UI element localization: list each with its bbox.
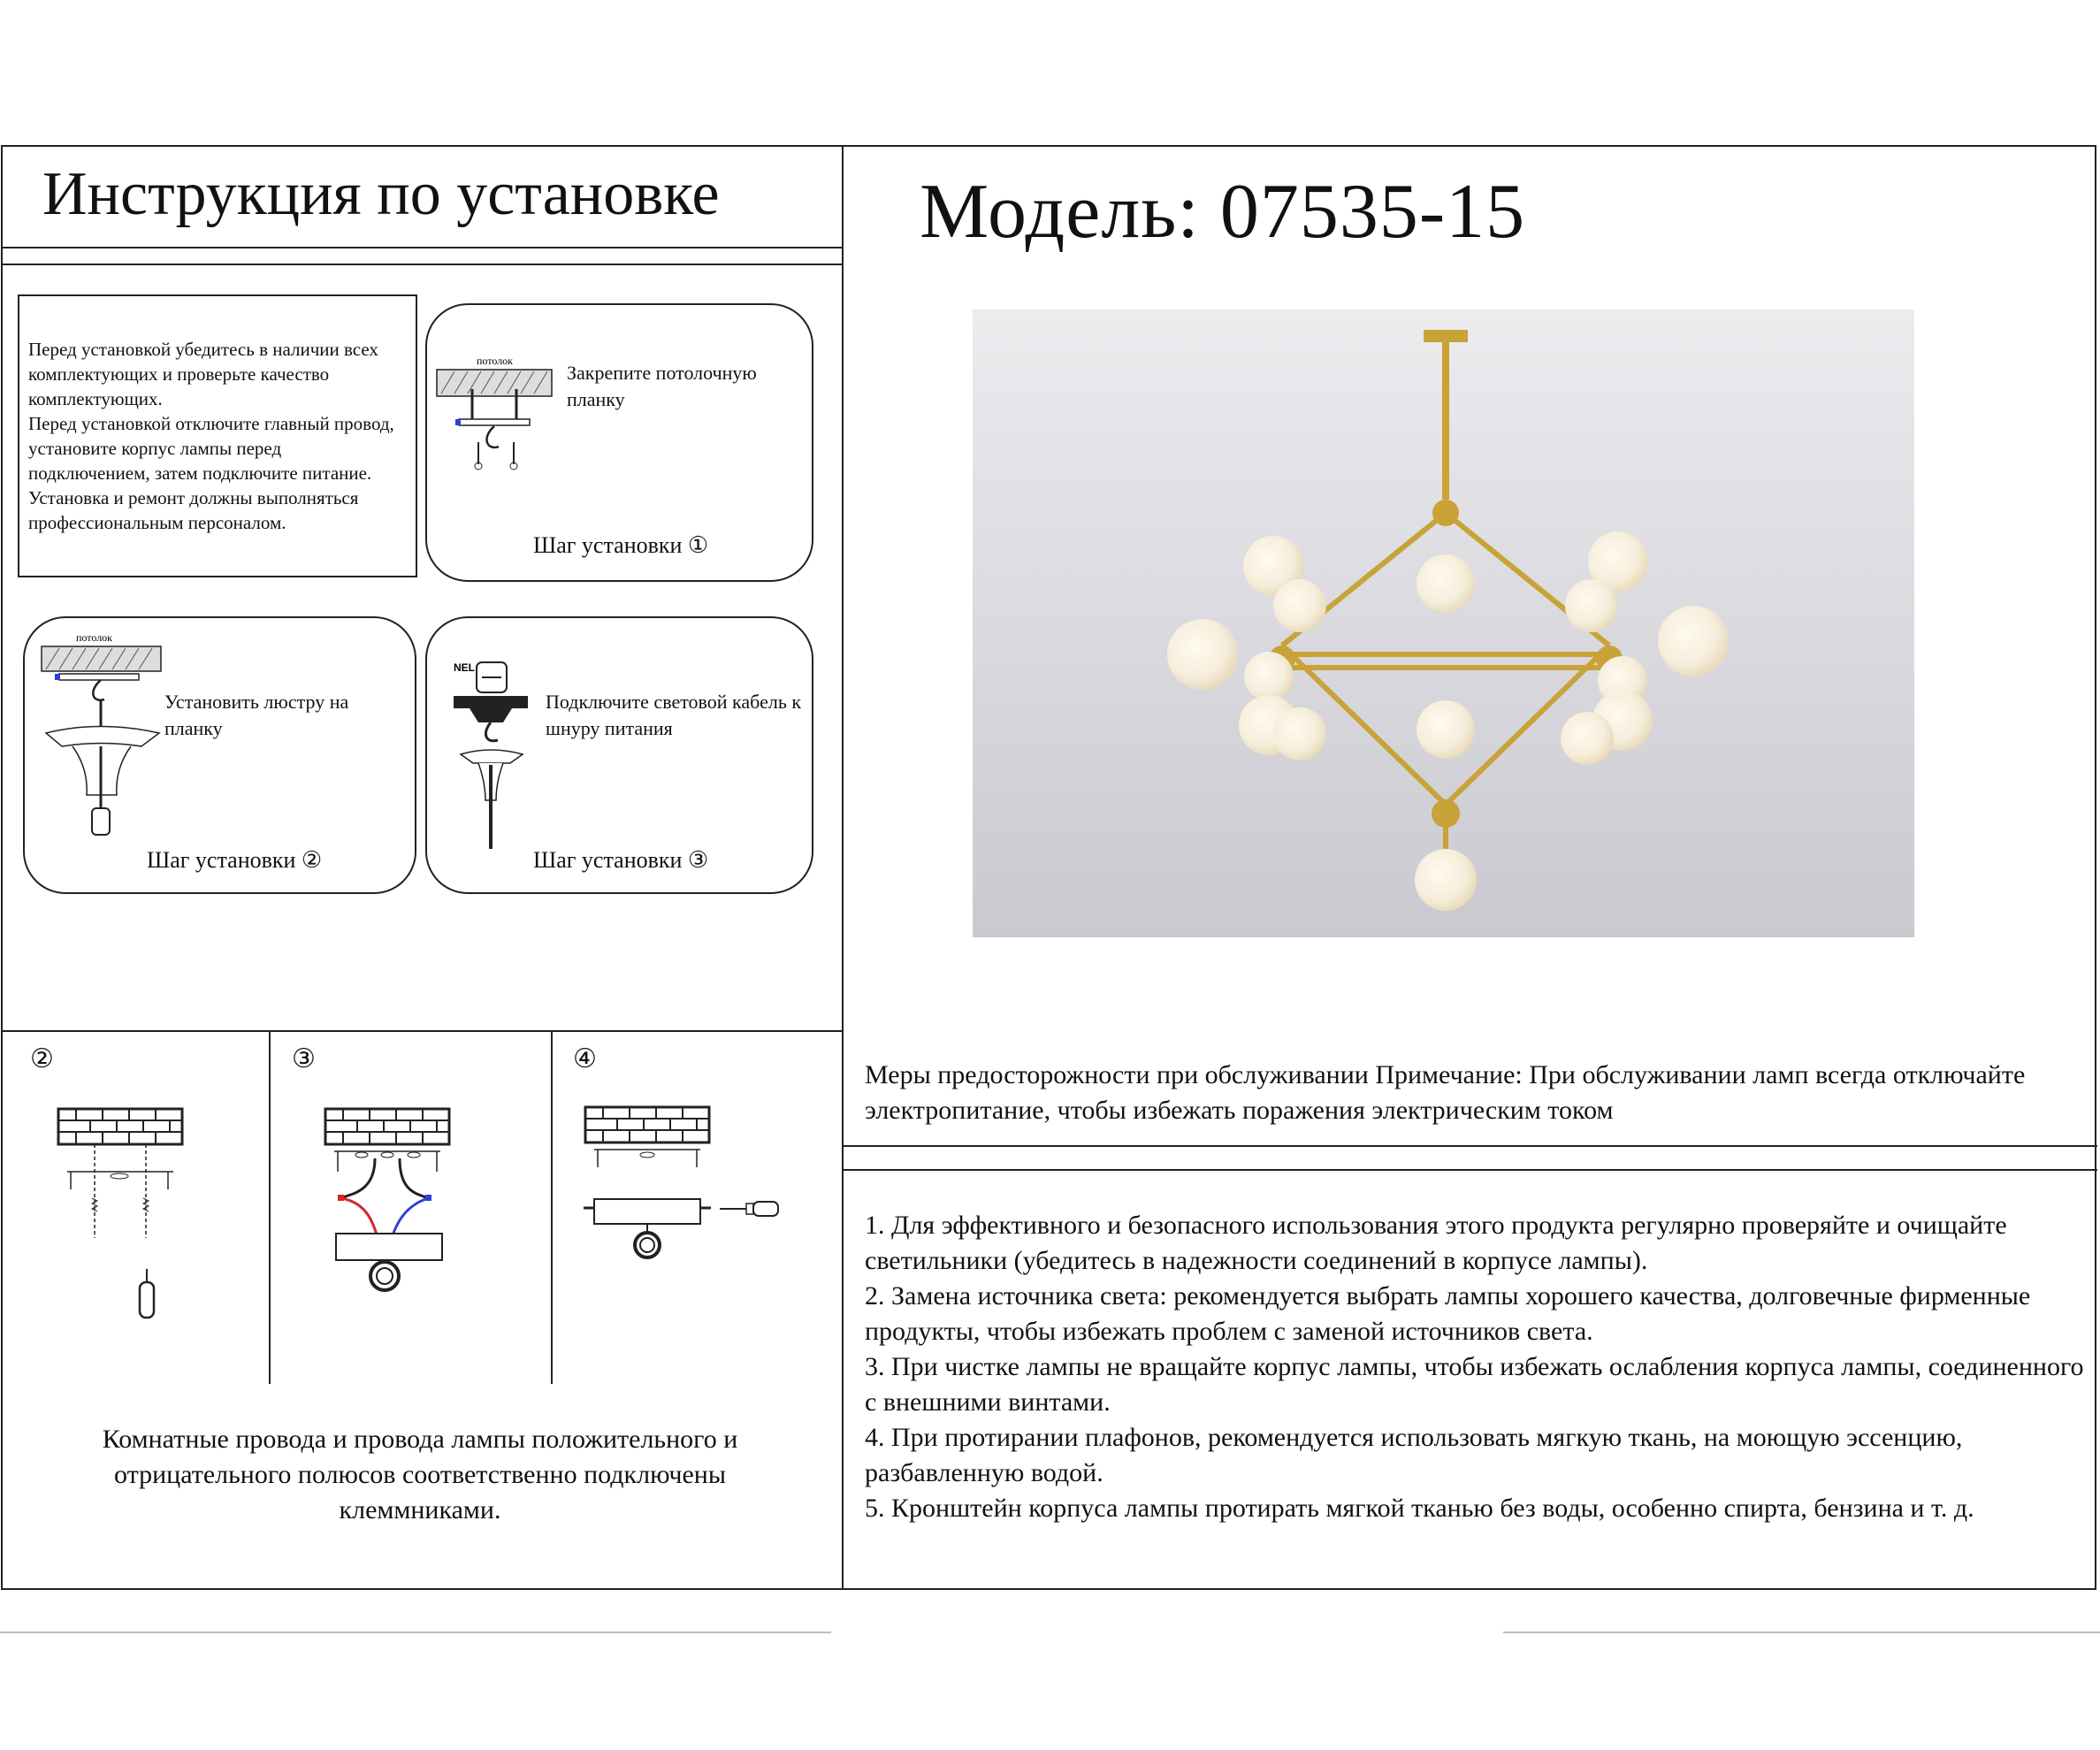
caution-rule-1 <box>842 1145 2097 1147</box>
ceiling-label: потолок <box>477 355 514 367</box>
model-title: Модель: 07535-15 <box>920 169 1526 255</box>
step-1-caption: Шаг установки ① <box>533 532 709 558</box>
step-2-text: Установить люстру на планку <box>164 691 349 739</box>
cable-connection-diagram <box>452 659 549 862</box>
wiring-panel-1-number: ② <box>30 1044 54 1074</box>
note-item: 3. При чистке лампы не вращайте корпус лампы, чтобы избежать ослабления корпуса лампы, соединенного с внешними винтами. <box>865 1352 2084 1417</box>
step-3-text: Подключите световой кабель к шнуру питания <box>546 691 802 739</box>
wiring-panel-2-number: ③ <box>292 1044 316 1074</box>
chandelier-mount-diagram <box>37 627 187 857</box>
notes-list <box>865 1208 2085 1526</box>
step-3-card <box>425 616 813 894</box>
title-rule-2 <box>1 264 842 265</box>
footer-rule-left <box>0 1632 831 1633</box>
note-item: 5. Кронштейн корпуса лампы протирать мягкой тканью без воды, особенно спирта, бензина и т. д. <box>865 1494 1974 1523</box>
wiring-divider-2 <box>551 1030 553 1384</box>
wiring-panel-3-number: ④ <box>573 1044 597 1074</box>
terminal-label: NEL <box>454 661 475 674</box>
step-1-text: Закрепите потолочную планку <box>567 362 757 410</box>
wiring-divider-1 <box>269 1030 271 1384</box>
page-title: Инструкция по установке <box>42 160 720 228</box>
product-photo <box>973 309 1914 937</box>
intro-box <box>18 294 417 577</box>
step-2-card <box>23 616 416 894</box>
title-rule-1 <box>1 247 842 248</box>
wiring-caption: Комнатные провода и провода лампы положительного и отрицательного полюсов соответственно подключены клеммниками. <box>102 1425 738 1525</box>
step-1-card <box>425 303 813 582</box>
footer-rule-right <box>1503 1632 2100 1633</box>
caution-rule-2 <box>842 1169 2097 1171</box>
wiring-panel-2-diagram <box>322 1105 472 1309</box>
note-item: 4. При протирании плафонов, рекомендуется использовать мягкую ткань, на моющую эссенцию, разбавленную водой. <box>865 1423 1963 1487</box>
column-divider <box>842 145 844 1590</box>
note-item: 1. Для эффективного и безопасного использования этого продукта регулярно проверяйте и очищайте светильники (убедитесь в надежности соединений в корпусе лампы). <box>865 1211 2007 1275</box>
caution-text: Меры предосторожности при обслуживании Примечание: При обслуживании ламп всегда отключайте электропитание, чтобы избежать поражения электрическим током <box>865 1060 2026 1125</box>
wiring-section-rule <box>1 1030 842 1032</box>
ceiling-label: потолок <box>76 631 113 644</box>
step-2-caption: Шаг установки ② <box>147 847 323 873</box>
intro-text: Перед установкой убедитесь в наличии всех комплектующих и проверьте качество комплектующих. Перед установкой отключите главный провод, установите корпус лампы перед подключением, затем подключите питание. Установка и ремонт должны выполняться профессиональным персоналом. <box>28 339 394 533</box>
wiring-panel-1-diagram <box>55 1105 196 1335</box>
note-item: 2. Замена источника света: рекомендуется выбрать лампы хорошего качества, долговечные фирменные продукты, чтобы избежать проблем с заменой источников света. <box>865 1281 2031 1346</box>
wiring-panel-3-diagram <box>582 1104 794 1280</box>
ceiling-plate-diagram <box>432 354 565 495</box>
step-3-caption: Шаг установки ③ <box>533 847 709 873</box>
